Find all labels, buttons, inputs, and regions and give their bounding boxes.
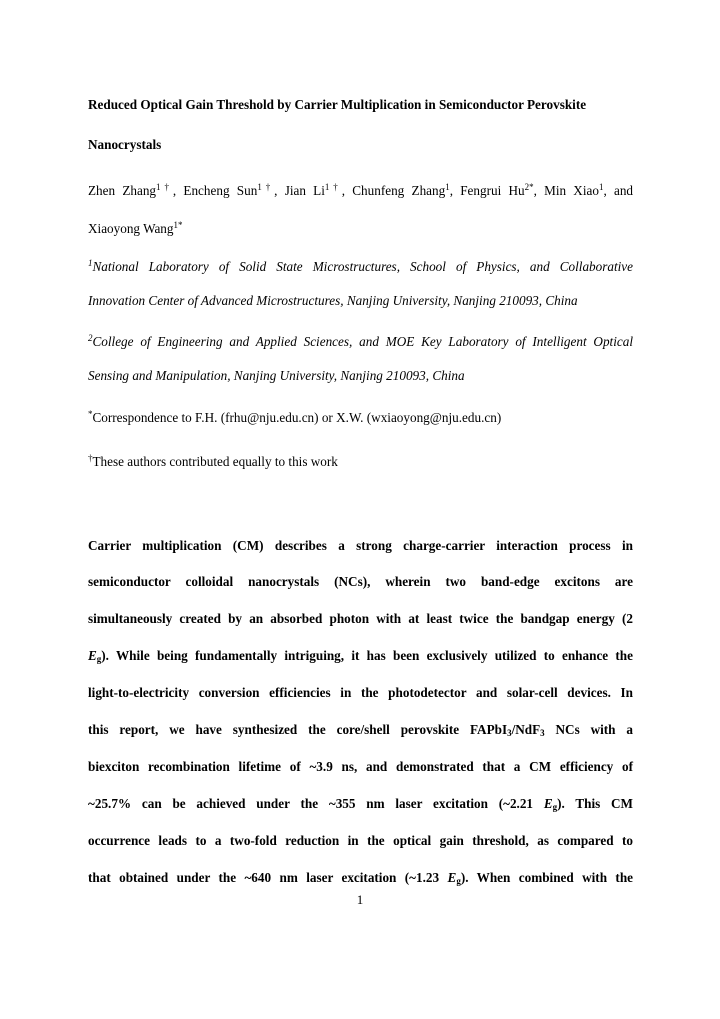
affiliation-mark: 1 [88, 258, 93, 269]
affiliation-1-line-1: $^1$National Laboratory of Solid State Microstructures, School of Physics, and Collaborative [88, 258, 633, 274]
abstract-line-10: that obtained under the ~640 nm laser excitation (~1.23 $E_g$). When combined with the [88, 870, 634, 886]
author-name: Jian Li [284, 183, 325, 198]
author-affiliation-mark: 1* [173, 220, 183, 231]
abstract-line-6: this report, we have synthesized the core/shell perovskite FAPbI$_3$/NdF$_3$ NCs with a [88, 722, 633, 738]
abstract-line-1: Carrier multiplication (CM) describes a strong charge-carrier interaction process in [88, 538, 633, 553]
author-affiliation-mark: 1 [598, 182, 604, 193]
author-affiliation-mark: 1 [445, 182, 450, 193]
abstract-line-8: ~25.7% can be achieved under the ~355 nm laser excitation (~2.21 $E_g$). This CM [88, 796, 633, 812]
dagger-mark: † [88, 453, 93, 464]
abstract-line-5: light-to-electricity conversion efficiencies in the photodetector and solar-cell devices. In [88, 685, 633, 700]
author-name: Zhen Zhang [88, 183, 157, 198]
equal-contribution-note: †These authors contributed equally to this work [88, 453, 338, 469]
author-affiliation-mark: 2* [524, 182, 534, 193]
abstract-line-7: biexciton recombination lifetime of ~3.9 ns, and demonstrated that a CM efficiency of [88, 759, 633, 774]
title-line-1: Reduced Optical Gain Threshold by Carrier Multiplication in Semiconductor Perovskite [88, 97, 587, 112]
affiliation-mark: 2 [88, 333, 93, 344]
authors-line-2 [88, 221, 633, 237]
author-name: Fengrui Hu [460, 183, 525, 198]
title-line-2: Nanocrystals [88, 137, 162, 152]
author-affiliation-mark: 1† [257, 182, 275, 193]
abstract-line-3: simultaneously created by an absorbed photon with at least twice the bandgap energy (2 [88, 611, 633, 626]
author-name: Encheng Sun [183, 183, 258, 198]
authors-line-1: Zhen Zhang$^{1\dagger}$, Encheng Sun$^{1\dagger}$, Jian $Li^{1\dagger}$, Chunfeng Zhang$^1$, Fengrui $Hu^{2*}$, Min Xiao$^1$, and [88, 182, 634, 198]
affiliation-2-line-1: $^2$College of Engineering and Applied Sciences, and MOE Key Laboratory of Intelligent Optical [88, 333, 633, 349]
author-name: Chunfeng Zhang [352, 183, 446, 198]
page-number: 1 [356, 892, 364, 907]
affiliation-1-line-2: Innovation Center of Advanced Microstructures, Nanjing University, Nanjing 210093, China [88, 293, 578, 308]
correspondence-mark: * [88, 409, 93, 420]
abstract-line-2: semiconductor colloidal nanocrystals (NCs), wherein two band-edge excitons are [88, 574, 633, 589]
abstract-line-4: $E_g$). While being fundamentally intriguing, it has been exclusively utilized to enhance the [88, 648, 633, 664]
author-name: Min Xiao [544, 183, 599, 198]
author-affiliation-mark: 1† [156, 182, 173, 193]
abstract-line-9: occurrence leads to a two-fold reduction in the optical gain threshold, as compared to [88, 833, 633, 848]
correspondence-note: *Correspondence to F.H. (frhu@nju.edu.cn) or X.W. (wxiaoyong@nju.edu.cn) [88, 409, 502, 425]
author-affiliation-mark: 1† [324, 182, 342, 193]
affiliation-2-line-2: Sensing and Manipulation, Nanjing University, Nanjing 210093, China [88, 368, 465, 383]
author-name: Xiaoyong Wang [88, 221, 174, 236]
